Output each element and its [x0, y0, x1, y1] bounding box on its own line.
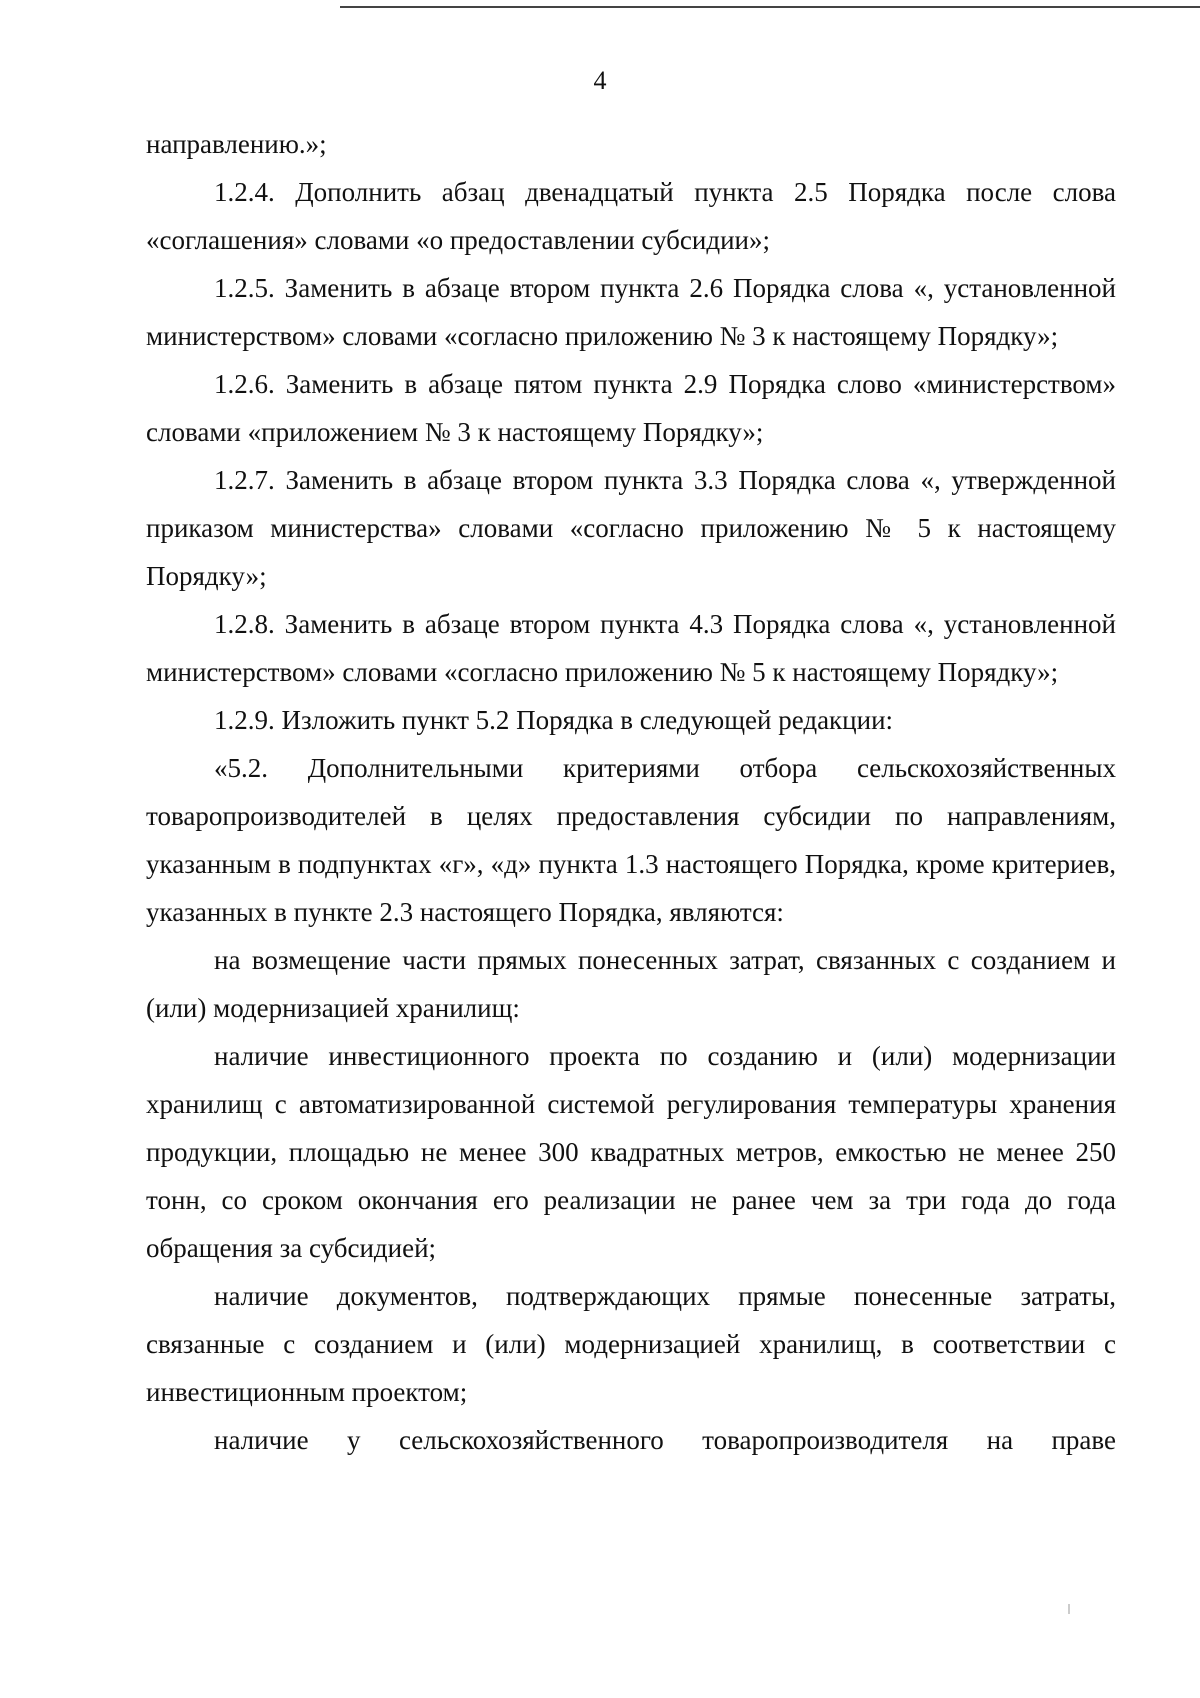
paragraph-1-2-5: 1.2.5. Заменить в абзаце втором пункта 2.6 Порядка слова «, установленной министерством» словами «согласно приложению № 3 к настоящему Порядку»;	[146, 273, 1116, 351]
paragraph-cost-documents: наличие документов, подтверждающих прямые понесенные затраты, связанные с созданием и (или) модернизацией хранилищ, в соответствии с инвестиционным проектом;	[146, 1281, 1116, 1407]
paragraph-investment-project: наличие инвестиционного проекта по созданию и (или) модернизации хранилищ с автоматизированной системой регулирования температуры хранения продукции, площадью не менее 300 квадратных метров, емкостью не менее 250 тонн, со сроком окончания его реализации не ранее чем за три года до года обращения за субсидией;	[146, 1041, 1116, 1263]
paragraph-storage-costs: на возмещение части прямых понесенных затрат, связанных с созданием и (или) модернизацией хранилищ:	[146, 945, 1116, 1023]
paragraph-continuation: направлению.»;	[146, 129, 327, 159]
paragraph-1-2-9: 1.2.9. Изложить пункт 5.2 Порядка в следующей редакции:	[214, 705, 894, 735]
page-number: 4	[593, 66, 607, 95]
top-rule	[340, 6, 1200, 8]
paragraph-1-2-4: 1.2.4. Дополнить абзац двенадцатый пункта 2.5 Порядка после слова «соглашения» словами «о предоставлении субсидии»;	[146, 177, 1116, 255]
scan-artifact	[1068, 1604, 1070, 1614]
paragraph-1-2-6: 1.2.6. Заменить в абзаце пятом пункта 2.9 Порядка слово «министерством» словами «приложением № 3 к настоящему Порядку»;	[146, 369, 1116, 447]
paragraph-1-2-8: 1.2.8. Заменить в абзаце втором пункта 4.3 Порядка слова «, установленной министерством» словами «согласно приложению № 5 к настоящему Порядку»;	[146, 609, 1116, 687]
paragraph-1-2-7: 1.2.7. Заменить в абзаце втором пункта 3.3 Порядка слова «, утвержденной приказом министерства» словами «согласно приложению № 5 к настоящему Порядку»;	[146, 465, 1116, 591]
document-body	[146, 120, 1116, 1464]
paragraph-ownership-right: наличие у сельскохозяйственного товаропроизводителя на праве	[214, 1425, 1116, 1455]
paragraph-5-2: «5.2. Дополнительными критериями отбора сельскохозяйственных товаропроизводителей в целях предоставления субсидии по направлениям, указанным в подпунктах «г», «д» пункта 1.3 настоящего Порядка, кроме критериев, указанных в пункте 2.3 настоящего Порядка, являются:	[146, 753, 1116, 927]
